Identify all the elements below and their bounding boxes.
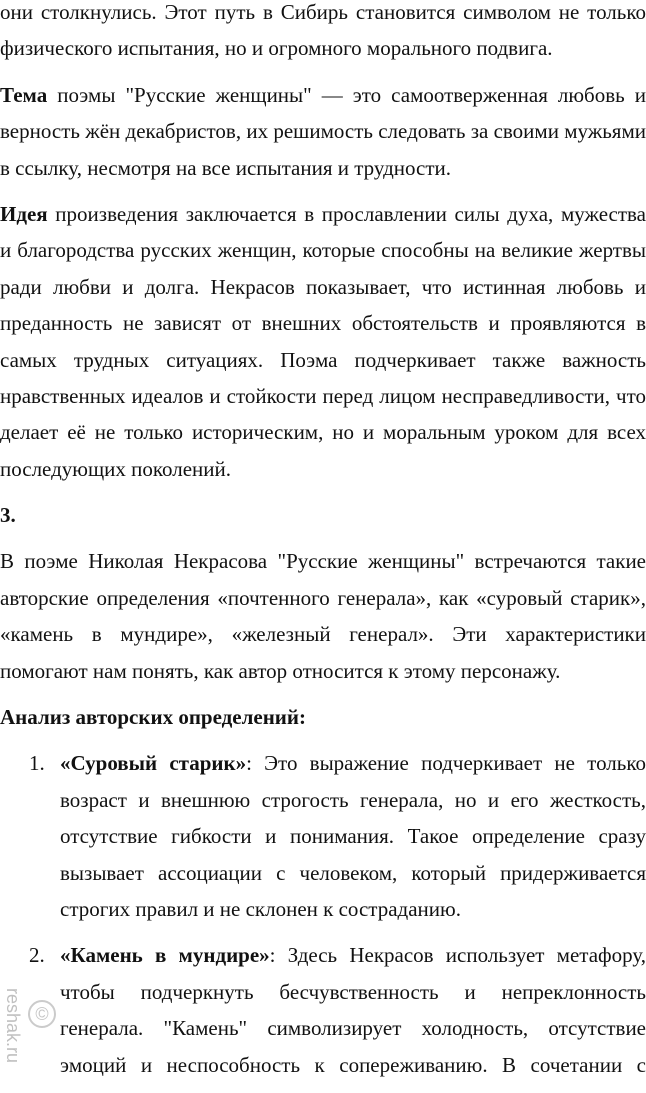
text-line	[0, 653, 646, 689]
text-line	[60, 782, 646, 818]
text-line	[0, 113, 646, 149]
text-line	[60, 1047, 646, 1083]
line-text: они столкнулись. Этот путь в Сибирь становится символом не только	[0, 0, 646, 24]
text-line	[0, 196, 646, 232]
text-line	[0, 699, 646, 735]
text-line	[0, 30, 646, 66]
text-line	[0, 616, 646, 652]
paragraph	[0, 699, 646, 735]
paragraph	[0, 196, 646, 487]
text-line	[60, 891, 646, 927]
line-text: «камень в мундире», «железный генерал». Эти характеристики	[0, 622, 646, 647]
line-text: : Это выражение подчеркивает не только	[246, 751, 646, 776]
list-number: 2.	[29, 943, 45, 968]
line-text: отсутствие гибкости и понимания. Такое определение сразу	[60, 824, 646, 849]
text-line	[60, 1010, 646, 1046]
text-line	[60, 745, 646, 781]
line-text: В поэме Николая Некрасова "Русские женщины" встречаются такие	[0, 549, 646, 574]
bold-term: Анализ авторских определений:	[0, 705, 306, 730]
bold-term: «Суровый старик»	[60, 751, 247, 776]
text-line	[60, 937, 646, 973]
list-item	[0, 937, 646, 1083]
paragraph	[0, 543, 646, 689]
text-line	[0, 0, 646, 30]
text-line	[0, 305, 646, 341]
line-text: ради любви и долга. Некрасов показывает, что истинная любовь и	[0, 274, 646, 299]
bold-term: 3.	[0, 503, 16, 528]
text-line	[0, 451, 646, 487]
text-line	[0, 232, 646, 268]
line-text: : Здесь Некрасов использует метафору,	[269, 943, 646, 968]
paragraph	[0, 0, 646, 67]
line-text: нравственных идеалов и стойкости перед лицом несправедливости, что	[0, 383, 646, 408]
bold-term: Идея	[0, 201, 48, 226]
line-text: самых трудных ситуациях. Поэма подчеркивает также важность	[0, 347, 646, 372]
text-line	[0, 77, 646, 113]
text-line	[60, 818, 646, 854]
line-text: преданность не зависят от внешних обстоятельств и проявляются в	[0, 311, 646, 336]
text-line	[60, 855, 646, 891]
line-text: поэмы "Русские женщины" — это самоотверженная любовь и	[47, 82, 646, 107]
text-line	[0, 342, 646, 378]
bold-term: «Камень в мундире»	[60, 943, 270, 968]
line-text: делает её не только историческим, но и моральным уроком для всех	[0, 420, 646, 445]
line-text: произведения заключается в прославлении силы духа, мужества	[47, 201, 646, 226]
list-number: 1.	[29, 751, 45, 776]
line-text: физического испытания, но и огромного морального подвига.	[0, 36, 553, 61]
copyright-watermark-icon: ©	[28, 1000, 56, 1028]
bold-term: Тема	[0, 82, 48, 107]
text-line	[60, 974, 646, 1010]
line-text: возраст и внешнюю строгость генерала, но и его жесткость,	[60, 787, 646, 812]
line-text: строгих правил и не склонен к состраданию.	[60, 896, 461, 921]
text-line	[0, 543, 646, 579]
text-line	[0, 497, 646, 533]
line-text: в ссылку, несмотря на все испытания и трудности.	[0, 155, 452, 180]
line-text: авторские определения «почтенного генерала», как «суровый старик»,	[0, 585, 646, 610]
text-line	[0, 580, 646, 616]
line-text: чтобы подчеркнуть бесчувственность и непреклонность	[60, 979, 646, 1004]
line-text: генерала. "Камень" символизирует холодность, отсутствие	[60, 1016, 646, 1041]
line-text: верность жён декабристов, их решимость следовать за своими мужьями	[0, 119, 646, 144]
line-text: эмоций и неспособность к сопереживанию. В сочетании с	[60, 1052, 646, 1077]
watermark: reshak.ru	[3, 988, 23, 1064]
line-text: последующих поколений.	[0, 456, 231, 481]
line-text: и благородства русских женщин, которые способны на великие жертвы	[0, 238, 646, 263]
list-item	[0, 745, 646, 927]
text-line	[0, 150, 646, 186]
text-line	[0, 269, 646, 305]
text-line	[0, 378, 646, 414]
paragraph	[0, 77, 646, 186]
line-text: помогают нам понять, как автор относится к этому персонажу.	[0, 658, 561, 683]
paragraph	[0, 497, 646, 533]
line-text: вызывает ассоциации с человеком, который придерживается	[60, 860, 646, 885]
text-line	[0, 414, 646, 450]
